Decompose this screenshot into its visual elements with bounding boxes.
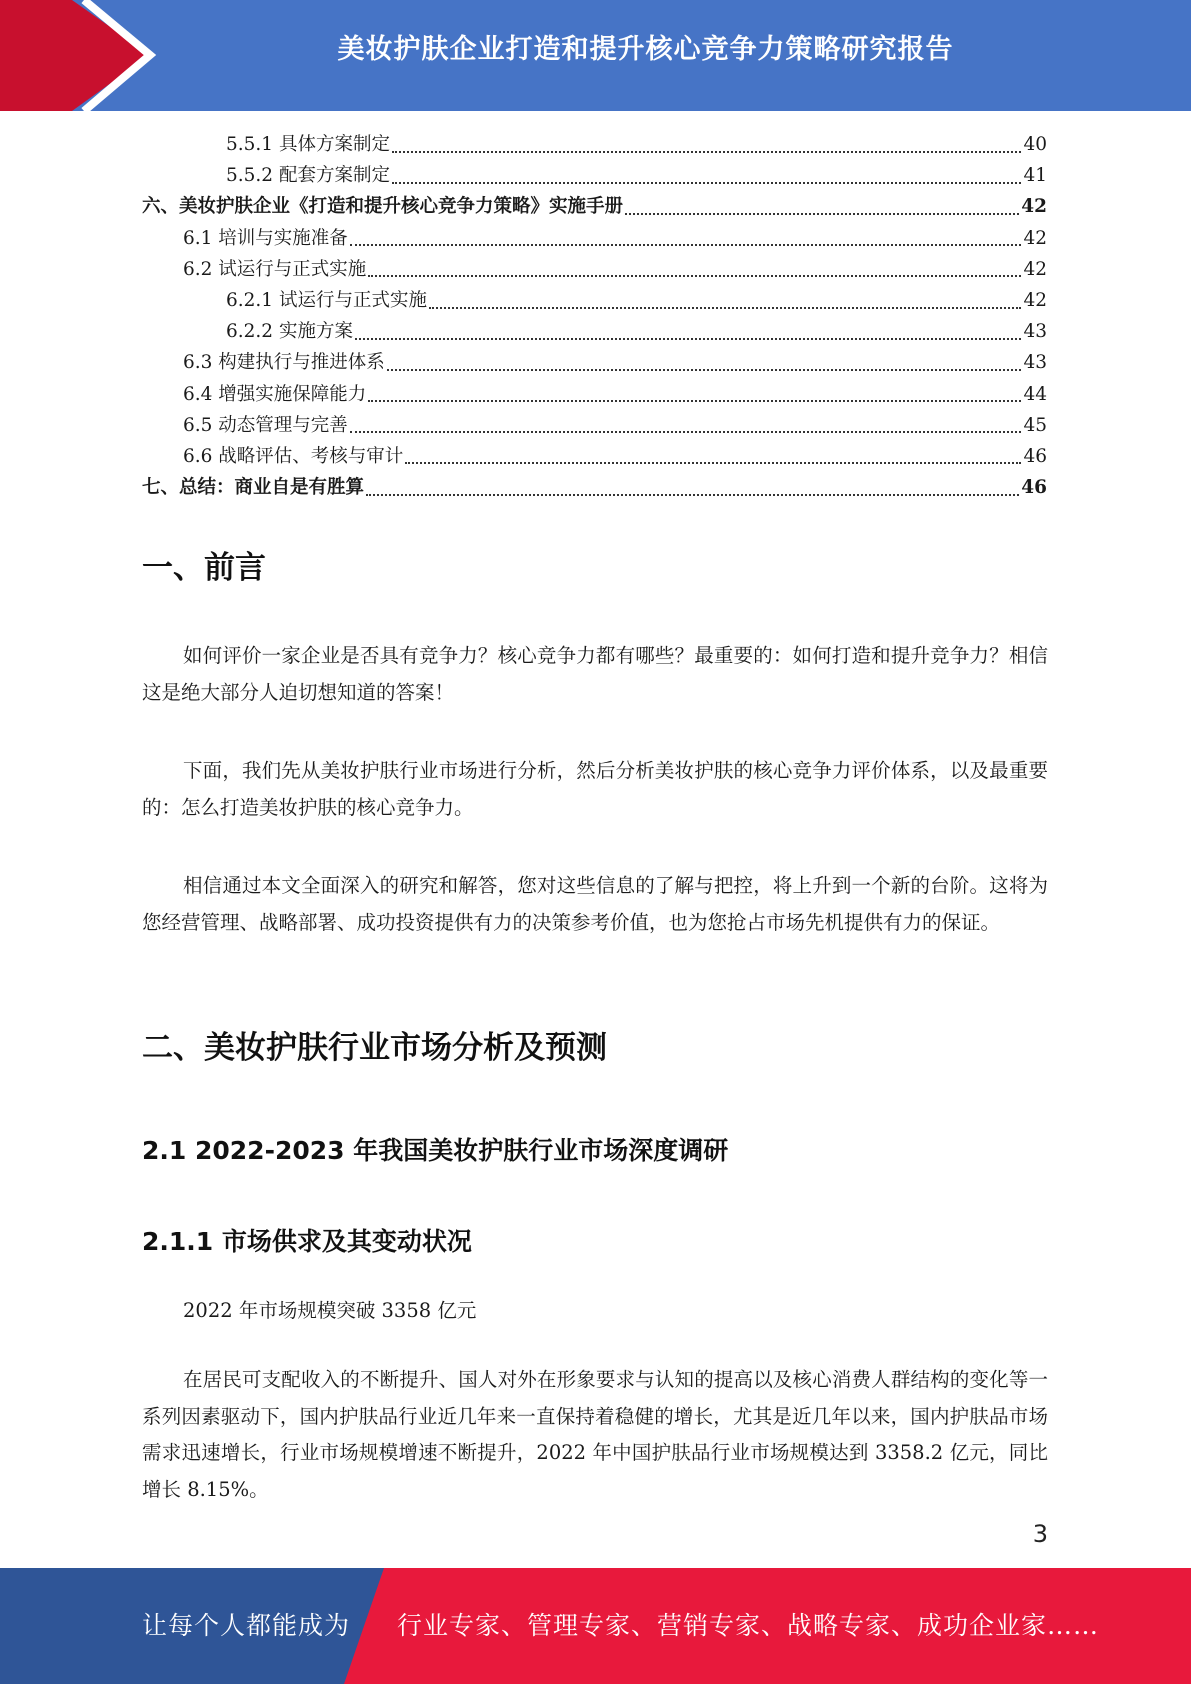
toc-entry[interactable] xyxy=(142,317,1047,348)
header-arrow-decoration xyxy=(0,0,170,111)
toc-entry[interactable] xyxy=(142,380,1047,411)
toc-entry-page: 42 xyxy=(1023,258,1047,280)
toc-entry-page: 46 xyxy=(1021,477,1047,499)
toc-entry[interactable] xyxy=(142,411,1047,442)
preface-paragraph-1: 如何评价一家企业是否具有竞争力？核心竞争力都有哪些？最重要的：如何打造和提升竞争力？相信这是绝大部分人迫切想知道的答案！ xyxy=(142,644,1048,704)
toc-entry-label: 6.3 构建执行与推进体系 xyxy=(183,352,385,374)
section-heading-preface: 一、前言 xyxy=(142,550,266,586)
toc-leader-dots xyxy=(350,431,1022,433)
toc-entry-page: 46 xyxy=(1023,445,1047,467)
toc-entry[interactable] xyxy=(142,348,1047,379)
toc-entry[interactable] xyxy=(142,473,1047,504)
toc-leader-dots xyxy=(625,213,1019,215)
toc-leader-dots xyxy=(368,275,1021,277)
market-paragraph: 在居民可支配收入的不断提升、国人对外在形象要求与认知的提高以及核心消费人群结构的变化等一系列因素驱动下，国内护肤品行业近几年来一直保持着稳健的增长，尤其是近几年以来，国内护肤品市场需求迅速增长，行业市场规模增速不断提升，2022 年中国护肤品行业市场规模达到 3358.2 亿元，同比增长 8.15%。 xyxy=(142,1368,1048,1501)
section-heading-market-analysis: 二、美妆护肤行业市场分析及预测 xyxy=(142,1030,607,1066)
toc-leader-dots xyxy=(405,462,1021,464)
page-number: 3 xyxy=(1032,1520,1048,1548)
toc-entry-label: 5.5.2 配套方案制定 xyxy=(226,165,390,187)
toc-entry-label: 6.2 试运行与正式实施 xyxy=(183,258,367,280)
toc-entry[interactable] xyxy=(142,161,1047,192)
toc-entry-page: 44 xyxy=(1023,383,1047,405)
toc-entry-label: 6.1 培训与实施准备 xyxy=(183,227,348,249)
toc-entry[interactable] xyxy=(142,192,1047,223)
toc-entry-page: 43 xyxy=(1023,321,1047,343)
toc-entry-label: 6.2.2 实施方案 xyxy=(226,321,353,343)
toc-entry-label: 6.4 增强实施保障能力 xyxy=(183,383,367,405)
toc-entry-label: 5.5.1 具体方案制定 xyxy=(226,134,390,155)
toc-leader-dots xyxy=(429,307,1021,309)
toc-entry-label: 6.2.1 试运行与正式实施 xyxy=(226,289,427,311)
preface-paragraph-2: 下面，我们先从美妆护肤行业市场进行分析，然后分析美妆护肤的核心竞争力评价体系，以及最重要的：怎么打造美妆护肤的核心竞争力。 xyxy=(142,759,1048,819)
footer-slogan-right: 行业专家、管理专家、营销专家、战略专家、成功企业家…… xyxy=(397,1611,1100,1640)
toc-leader-dots xyxy=(392,151,1021,153)
table-of-contents xyxy=(142,130,1047,504)
toc-entry-label: 6.6 战略评估、考核与审计 xyxy=(183,445,404,467)
toc-leader-dots xyxy=(392,182,1021,184)
header-banner xyxy=(0,0,1191,111)
footer-slogan-left: 让每个人都能成为 xyxy=(142,1611,351,1640)
toc-entry[interactable] xyxy=(142,224,1047,255)
toc-leader-dots xyxy=(368,400,1021,402)
toc-entry[interactable] xyxy=(142,255,1047,286)
toc-entry-page: 45 xyxy=(1023,414,1047,436)
toc-entry-page: 41 xyxy=(1023,165,1047,187)
toc-entry-label: 七、总结：商业自是有胜算 xyxy=(142,477,365,499)
toc-leader-dots xyxy=(355,338,1022,340)
toc-entry-page: 42 xyxy=(1023,227,1047,249)
subsection-heading-2-1: 2.1 2022-2023 年我国美妆护肤行业市场深度调研 xyxy=(142,1136,729,1165)
footer-banner xyxy=(0,1568,1191,1684)
toc-leader-dots xyxy=(387,369,1022,371)
toc-entry-page: 43 xyxy=(1023,352,1047,374)
toc-entry-label: 六、美妆护肤企业《打造和提升核心竞争力策略》实施手册 xyxy=(142,196,624,218)
toc-leader-dots xyxy=(350,244,1022,246)
header-title: 美妆护肤企业打造和提升核心竞争力策略研究报告 xyxy=(337,34,954,65)
market-size-line: 2022 年市场规模突破 3358 亿元 xyxy=(183,1299,477,1322)
toc-entry-page: 42 xyxy=(1023,289,1047,311)
toc-leader-dots xyxy=(366,494,1019,496)
toc-entry-page: 42 xyxy=(1021,196,1047,218)
toc-entry[interactable] xyxy=(142,442,1047,473)
toc-entry[interactable] xyxy=(142,286,1047,317)
toc-entry-label: 6.5 动态管理与完善 xyxy=(183,414,348,436)
preface-paragraph-3: 相信通过本文全面深入的研究和解答，您对这些信息的了解与把控，将上升到一个新的台阶。这将为您经营管理、战略部署、成功投资提供有力的决策参考价值，也为您抢占市场先机提供有力的保证。 xyxy=(142,874,1048,934)
toc-entry-page: 40 xyxy=(1023,134,1047,155)
subsection-heading-2-1-1: 2.1.1 市场供求及其变动状况 xyxy=(142,1227,472,1256)
toc-entry[interactable] xyxy=(142,130,1047,161)
